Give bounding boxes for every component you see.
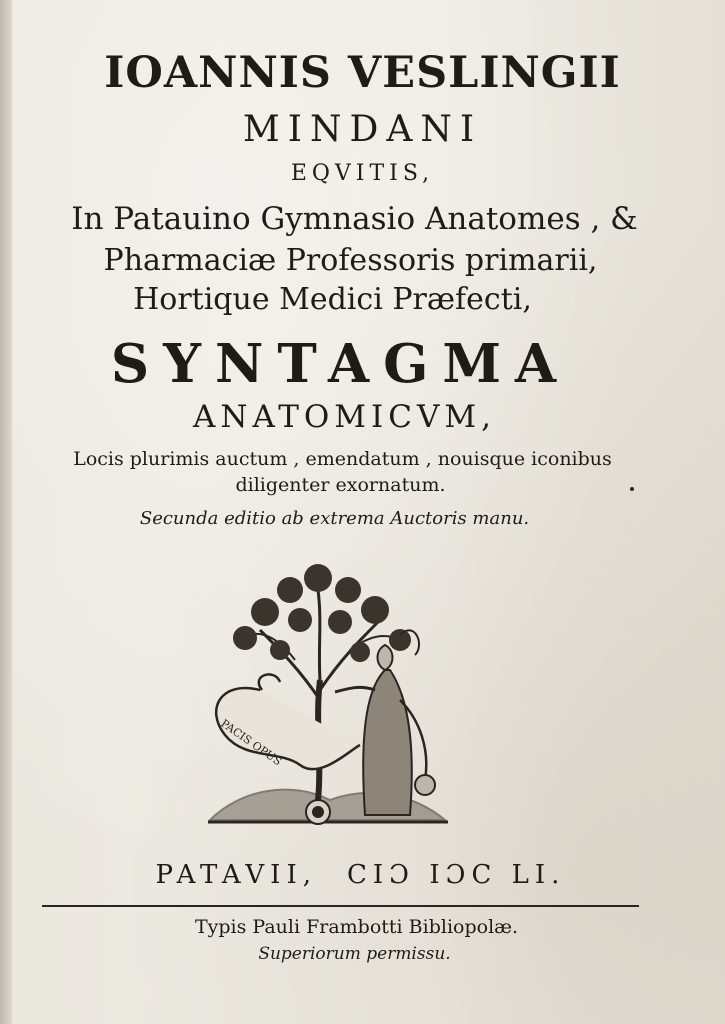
work-title: SYNTAGMA xyxy=(110,333,571,395)
author-name: IOANNIS VESLINGII xyxy=(104,48,621,98)
author-rank: EQVITIS, xyxy=(290,161,435,186)
author-position-line-2: Pharmaciæ Professoris primarii, xyxy=(103,243,598,278)
imprint-place: PATAVII, xyxy=(155,860,317,890)
work-subtitle: ANATOMICVM, xyxy=(193,399,496,435)
author-origin: MINDANI xyxy=(242,109,483,150)
description-line-1: Locis plurimis auctum , emendatum , nouisque iconibus xyxy=(73,448,612,470)
author-position-line-1: In Patauino Gymnasio Anatomes , & xyxy=(71,201,638,237)
author-position-line-3: Hortique Medici Præfecti, xyxy=(133,282,532,317)
printers-device-icon xyxy=(200,550,460,845)
imprint-rule xyxy=(42,905,639,907)
printer-line: Typis Pauli Frambotti Bibliopolæ. xyxy=(194,916,519,938)
emblem-motto: PACIS OPUS xyxy=(218,716,285,769)
imprint-year: CIƆ IƆC LI. xyxy=(347,860,566,890)
ink-speck xyxy=(630,487,634,491)
permission-line: Superiorum permissu. xyxy=(258,944,451,964)
edition-note: Secunda editio ab extrema Auctoris manu. xyxy=(139,508,530,529)
description-line-2: diligenter exornatum. xyxy=(235,474,446,496)
imprint-place-year xyxy=(0,862,723,888)
